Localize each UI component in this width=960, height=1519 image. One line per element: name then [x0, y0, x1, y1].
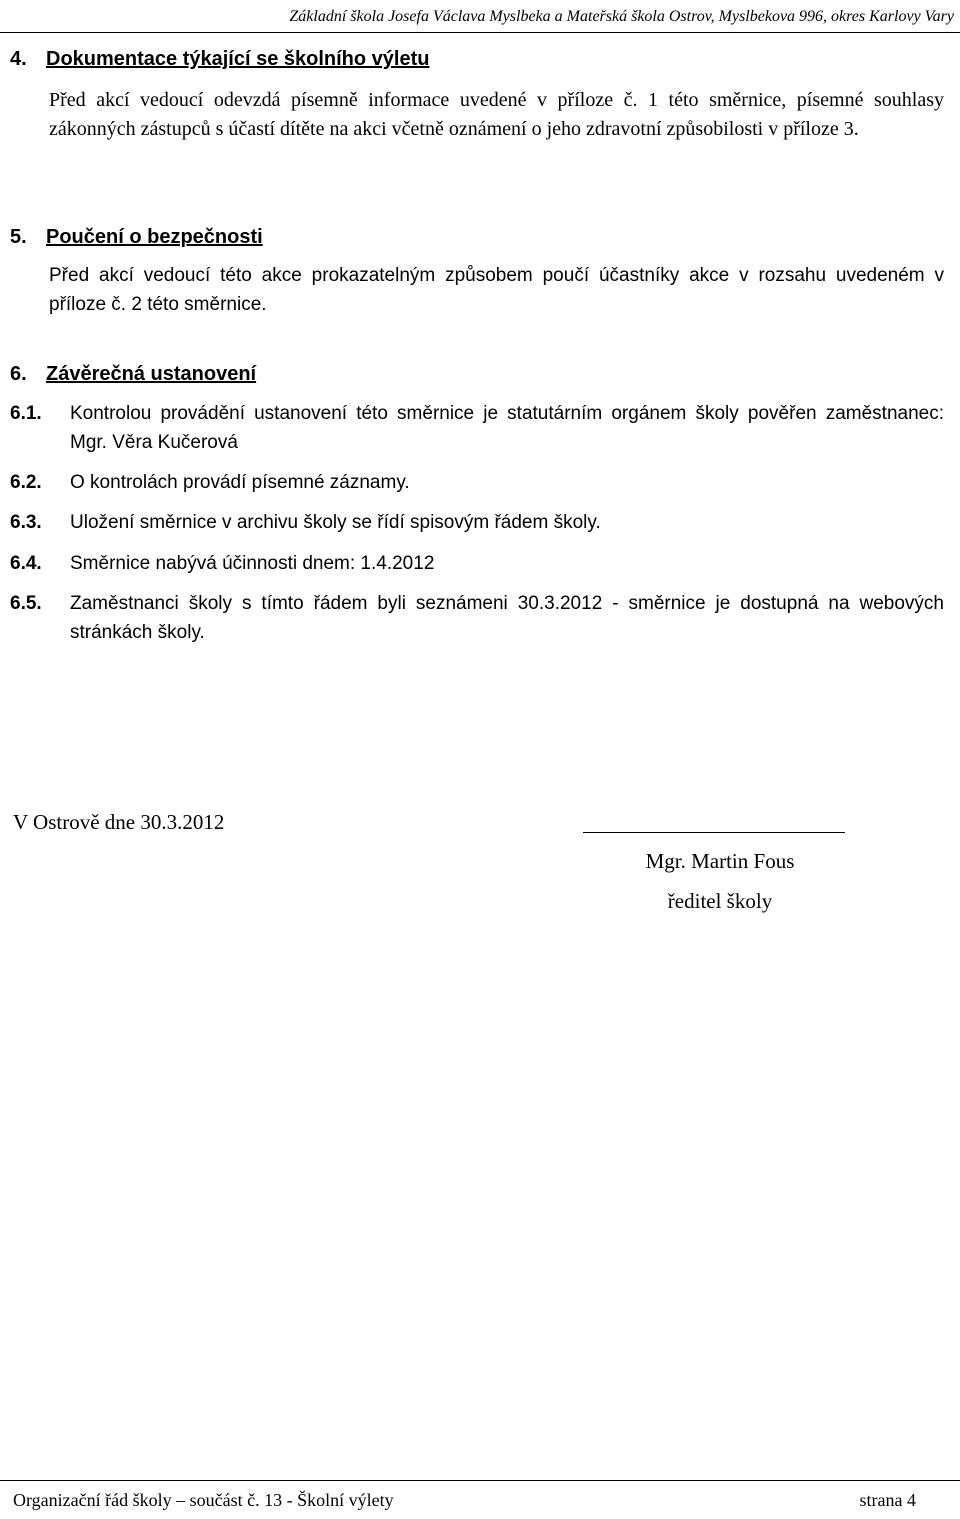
signature-line — [583, 832, 845, 833]
section-5-title: Poučení o bezpečnosti — [46, 226, 263, 248]
school-name-header: Základní škola Josefa Václava Myslbeka a Mateřská škola Ostrov, Myslbekova 996, okres Karlovy Vary — [289, 8, 954, 25]
page-footer — [0, 1480, 960, 1516]
list-item — [10, 509, 944, 538]
signatory-name: Mgr. Martin Fous — [645, 849, 795, 873]
page-header — [0, 0, 960, 33]
section-5-heading — [10, 224, 263, 250]
item-number: 6.4. — [10, 553, 42, 574]
place-and-date: V Ostrově dne 30.3.2012 — [13, 810, 225, 834]
section-6-title: Závěrečná ustanovení — [46, 363, 257, 385]
item-text: O kontrolách provádí písemné záznamy. — [70, 472, 410, 493]
list-item — [10, 400, 944, 457]
item-text: Kontrolou provádění ustanovení této směrnice je statutárním orgánem školy pověřen zaměstnanec: Mgr. Věra Kučerová — [70, 403, 944, 453]
footer-document-title: Organizační řád školy – součást č. 13 - Školní výlety — [13, 1490, 394, 1510]
item-number: 6.2. — [10, 472, 42, 493]
signatory-role: ředitel školy — [667, 889, 773, 913]
section-4-heading — [10, 46, 429, 72]
item-text: Zaměstnanci školy s tímto řádem byli seznámeni 30.3.2012 - směrnice je dostupná na webových stránkách školy. — [70, 593, 944, 643]
item-number: 6.5. — [10, 593, 42, 614]
list-item — [10, 469, 944, 498]
section-4-body: Před akcí vedoucí odevzdá písemně informace uvedené v příloze č. 1 této směrnice, písemné souhlasy zákonných zástupců s účastí dítěte na akci včetně oznámení o jeho zdravotní způsobilosti v příloze 3. — [49, 89, 944, 140]
page-number: strana 4 — [859, 1490, 916, 1510]
list-item — [10, 590, 944, 647]
section-5-body: Před akcí vedoucí této akce prokazatelným způsobem poučí účastníky akce v rozsahu uvedeném v příloze č. 2 této směrnice. — [49, 265, 944, 315]
list-item — [10, 550, 944, 579]
section-5-number: 5. — [10, 226, 27, 248]
section-4-title: Dokumentace týkající se školního výletu — [46, 48, 430, 70]
item-number: 6.1. — [10, 403, 42, 424]
item-text: Uložení směrnice v archivu školy se řídí spisovým řádem školy. — [70, 512, 601, 533]
section-6-heading — [10, 361, 256, 387]
section-6-number: 6. — [10, 363, 27, 385]
section-4-number: 4. — [10, 48, 27, 70]
item-text: Směrnice nabývá účinnosti dnem: 1.4.2012 — [70, 553, 435, 574]
item-number: 6.3. — [10, 512, 42, 533]
